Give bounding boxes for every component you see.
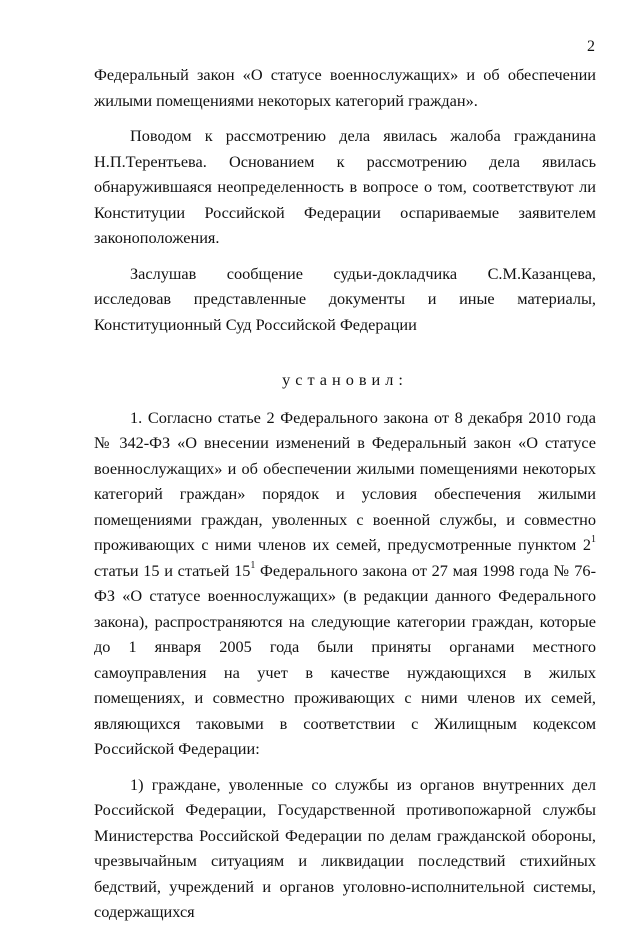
superscript-1: 1 bbox=[591, 534, 596, 545]
paragraph-article-1-part-a: 1. Согласно статье 2 Федерального закона от 8 декабря 2010 года № 342-ФЗ «О внесении изменений в Федеральный закон «О статусе военнослужащих» и об обеспечении жилыми помещениями некоторых категорий граждан» порядок и условия обеспечения жилыми помещениями граждан, уволенных с военной службы, и совместно проживающих с ними членов их семей, предусмотренные пунктом 2 bbox=[94, 407, 596, 554]
paragraph-hearing: Заслушав сообщение судьи-докладчика С.М.Казанцева, исследовав представленные документы и иные материалы, Конституционный Суд Российской Федерации bbox=[94, 263, 596, 334]
paragraph-grounds: Поводом к рассмотрению дела явилась жалоба гражданина Н.П.Терентьева. Основанием к рассмотрению дела явилась обнаружившаяся неопределенность в вопросе о том, соответствуют ли Конституции Российской Федерации оспариваемые заявителем законоположения. bbox=[94, 126, 596, 247]
paragraph-article-1 bbox=[94, 405, 596, 762]
paragraph-article-1-part-b: статьи 15 и статьей 15 bbox=[94, 560, 251, 580]
section-heading: установил: bbox=[282, 370, 408, 389]
paragraph-item-1: 1) граждане, уволенные со службы из органов внутренних дел Российской Федерации, Государственной противопожарной службы Министерства Российской Федерации по делам гражданской обороны, чрезвычайным ситуациям и ликвидации последствий стихийных бедствий, учреждений и органов уголовно-исполнительной системы, содержащихся bbox=[94, 774, 596, 921]
document-body bbox=[94, 62, 596, 925]
superscript-2: 1 bbox=[250, 559, 256, 571]
page-number: 2 bbox=[587, 38, 595, 55]
paragraph-continuation: Федеральный закон «О статусе военнослужащих» и об обеспечении жилыми помещениями некоторых категорий граждан». bbox=[94, 65, 596, 110]
paragraph-article-1-part-c: Федерального закона от 27 мая 1998 года № 76-ФЗ «О статусе военнослужащих» (в редакции данного Федерального закона), распространяются на следующие категории граждан, которые до 1 января 2005 года были приняты органами местного самоуправления на учет в качестве нуждающихся в жилых помещениях, и совместно проживающих с ними членов их семей, являющихся таковыми в соответствии с Жилищным кодексом Российской Федерации: bbox=[94, 560, 596, 758]
